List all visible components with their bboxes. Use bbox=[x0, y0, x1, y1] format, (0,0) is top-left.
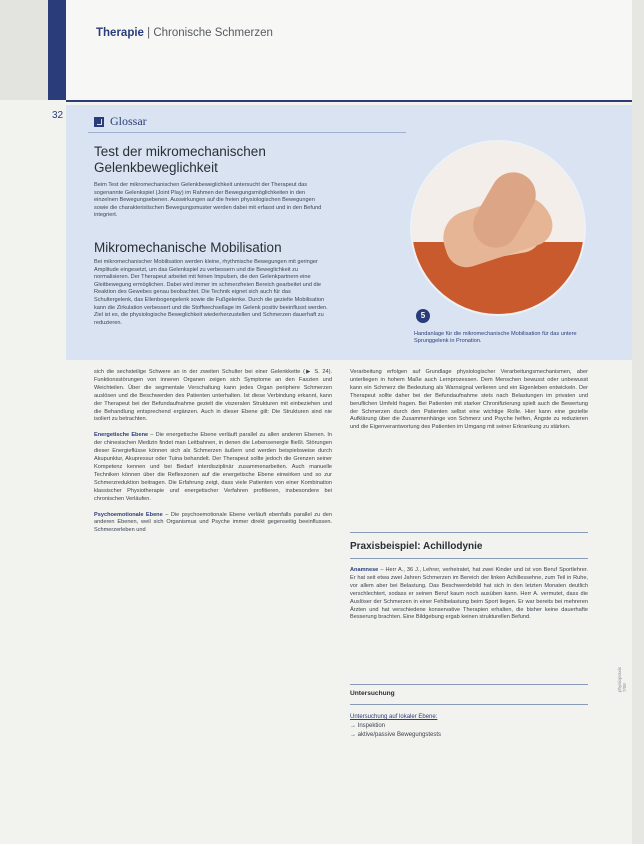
examination-title: Untersuchung bbox=[350, 690, 395, 697]
separator: | bbox=[147, 27, 151, 39]
copyright-note: physiopraxis 7/08 bbox=[617, 666, 627, 692]
margin-strip bbox=[0, 0, 66, 100]
section-rule bbox=[350, 704, 588, 705]
section-title: Therapie bbox=[96, 27, 144, 39]
figure-number-badge: 5 bbox=[416, 309, 430, 323]
page-edge bbox=[632, 0, 644, 844]
chapter-tab bbox=[48, 0, 66, 100]
paragraph: Verarbeitung erfolgen auf Grundlage physiologischer Verarbeitungsmechanismen, aber unterliegen in hohem Maße auch Lernprozessen. Dem Menschen bewusst oder unbewusst kann ein Schmerz die Bedeutung als Warnsignal verlieren und ein Eigenleben entwickeln. Der Therapeut sollte daher bei der Befundaufnahme stets nach Belastungen im privaten und beruflichen Umfeld fragen. Bei Patienten mit starker Chronifizierung spielt auch die Bewertung der Schmerzen durch den Patienten selbst eine wichtige Rolle. Hier kann eine gezielte Aufklärung über die Zusammenhänge von Schmerz und Psyche helfen, Ängste zu reduzieren und die Eigenverantwortung des Patienten im Umgang mit seiner Erkrankung zu stärken. bbox=[350, 369, 588, 431]
paragraph-text: – Die energetische Ebene verläuft parallel zu allen anderen Ebenen. In der chinesischen Medizin findet man Leitbahnen, in denen die Lebensenergie fließt. Störungen dieser Energieflüsse können sich als Schmerzen äußern und werden beispielsweise durch Akupunktur, Akupressur oder Tuina behandelt. Der Therapeut sollte jedoch die Grenzen seiner Kompetenz kennen und bei Bedarf interdisziplinär zusammenarbeiten. Auch manuelle Techniken können über die Reflexzonen auf die energetische Ebene einwirken und so zur Schmerzreduktion beitragen. Die Erfahrung zeigt, dass viele Patienten von einer Kombination klassischer Physiotherapie und energetischer Verfahren profitieren, insbesondere bei chronischen Verläufen. bbox=[94, 432, 332, 502]
paragraph-lead: Psychoemotionale Ebene bbox=[94, 511, 163, 518]
paragraph: sich die sechsteilige Schwere an in der zweiten Schulter bei einer Gelenkkette (▶ S. 24). Funktionsstörungen von inneren Organen zeigen sich Symptome an den Faszien und Weichteilen. Über die segmentale Verschaltung kann jedes Organ periphere Schmerzen auslösen und die Beschwerden des Patienten unterhalten. Ist diese Verbindung erkannt, kann der Therapeut bei der Befundaufnahme gezielt die viszeralen Strukturen mit einbeziehen und die Behandlung entsprechend ergänzen. Auch in dieser Ebene gilt: Die Strukturen sind nie isoliert zu betrachten. bbox=[94, 369, 332, 423]
section-rule bbox=[350, 558, 588, 559]
glossary-body-1: Beim Test der mikromechanischen Gelenkbeweglichkeit untersucht der Therapeut das sogenannte Gelenkspiel (Joint Play) im Rahmen der Bewegungsmöglichkeiten in den einzelnen Bewegungsebenen. Auswirkungen auf die freien physiologischen Bewegungen sowie die charakteristischen Bewegungsmuster werden dabei mit erfasst und in den Befund integriert. bbox=[94, 182, 322, 219]
practice-example-body bbox=[350, 567, 588, 622]
figure-caption: Handanlage für die mikromechanische Mobilisation für das untere Sprunggelenk in Pronation. bbox=[414, 331, 577, 345]
glossary-rule bbox=[88, 132, 406, 133]
section-rule bbox=[350, 684, 588, 685]
list-item: Untersuchung auf lokaler Ebene: bbox=[350, 714, 438, 720]
section-rule bbox=[350, 532, 588, 533]
paragraph-text: – Die psychoemotionale Ebene verläuft ebenfalls parallel zu den anderen Ebenen, weil sich Organismus und Psyche immer direkt gegenseitig beeinflussen. Schmerzerleben und bbox=[94, 511, 332, 534]
paragraph bbox=[94, 432, 332, 503]
right-column bbox=[350, 369, 588, 432]
glossary-body-2: Bei mikromechanischer Mobilisation werden kleine, rhythmische Bewegungen mit geringer Amplitude eingesetzt, um das Gelenkspiel zu verbessern und die Beweglichkeit zu normalisieren. Der Therapeut arbeitet mit feinen Impulsen, die den Gelenkpartnern eine Gleitbewegung ermöglichen. Dabei wird immer im schmerzfreien Bereich gearbeitet und die Reaktion des Gewebes genau beobachtet. Die Technik eignet sich auch für das Schultergelenk, das Ellenbogengelenk sowie die Fußgelenke. Durch die gezielte Mobilisation kann die Zirkulation verbessert und die Stoffwechsellage im Gelenk positiv beeinflusst werden. Ziel ist es, die physiologische Beweglichkeit wiederherzustellen und Schmerzen dauerhaft zu reduzieren. bbox=[94, 259, 328, 326]
photo-credit: © Thieme bbox=[569, 260, 581, 277]
paragraph-lead: Energetische Ebene bbox=[94, 432, 149, 439]
list-item: → Inspektion bbox=[350, 723, 386, 729]
book-icon bbox=[94, 117, 104, 127]
examination-list bbox=[350, 713, 441, 740]
paragraph bbox=[94, 512, 332, 536]
figure-photo bbox=[410, 140, 586, 316]
header-bar bbox=[66, 0, 644, 102]
left-column bbox=[94, 369, 332, 543]
glossary-label: Glossar bbox=[110, 114, 147, 128]
paragraph-text: – Herr A., 36 J., Lehrer, verheiratet, hat zwei Kinder und ist von Beruf Sportlehrer. Er hat seit etwa zwei Jahren Schmerzen im Bereich der linken Achillessehne, zum Teil in Ruhe, vor allem aber bei Belastung. Das Beschwerdebild hat sich in den letzten Monaten deutlich verschlechtert, sodass er seinen Beruf kaum noch ausüben kann. Herr A. vermutet, dass die Auslöser der Schmerzen in einer Fehlbelastung beim Sport liegen. Er war bereits bei mehreren Ärzten und hat verschiedene konservative Therapien erhalten, die bisher keine dauerhafte Besserung brachten. Eine Bildgebung ergab keinen strukturellen Befund. bbox=[350, 567, 588, 621]
subsection-title: Chronische Schmerzen bbox=[153, 27, 273, 39]
title-line-1: Test der mikromechanischen bbox=[94, 144, 266, 159]
page-number: 32 bbox=[52, 110, 64, 121]
paragraph-lead: Anamnese bbox=[350, 567, 379, 573]
list-item: → aktive/passive Bewegungstests bbox=[350, 732, 442, 738]
running-head bbox=[96, 27, 273, 39]
title-line-2: Gelenkbeweglichkeit bbox=[94, 160, 218, 175]
practice-example-title: Praxisbeispiel: Achillodynie bbox=[350, 541, 483, 552]
glossary-title-2: Mikromechanische Mobilisation bbox=[94, 240, 282, 255]
glossary-title-1 bbox=[94, 144, 334, 176]
glossary-header bbox=[94, 114, 147, 129]
